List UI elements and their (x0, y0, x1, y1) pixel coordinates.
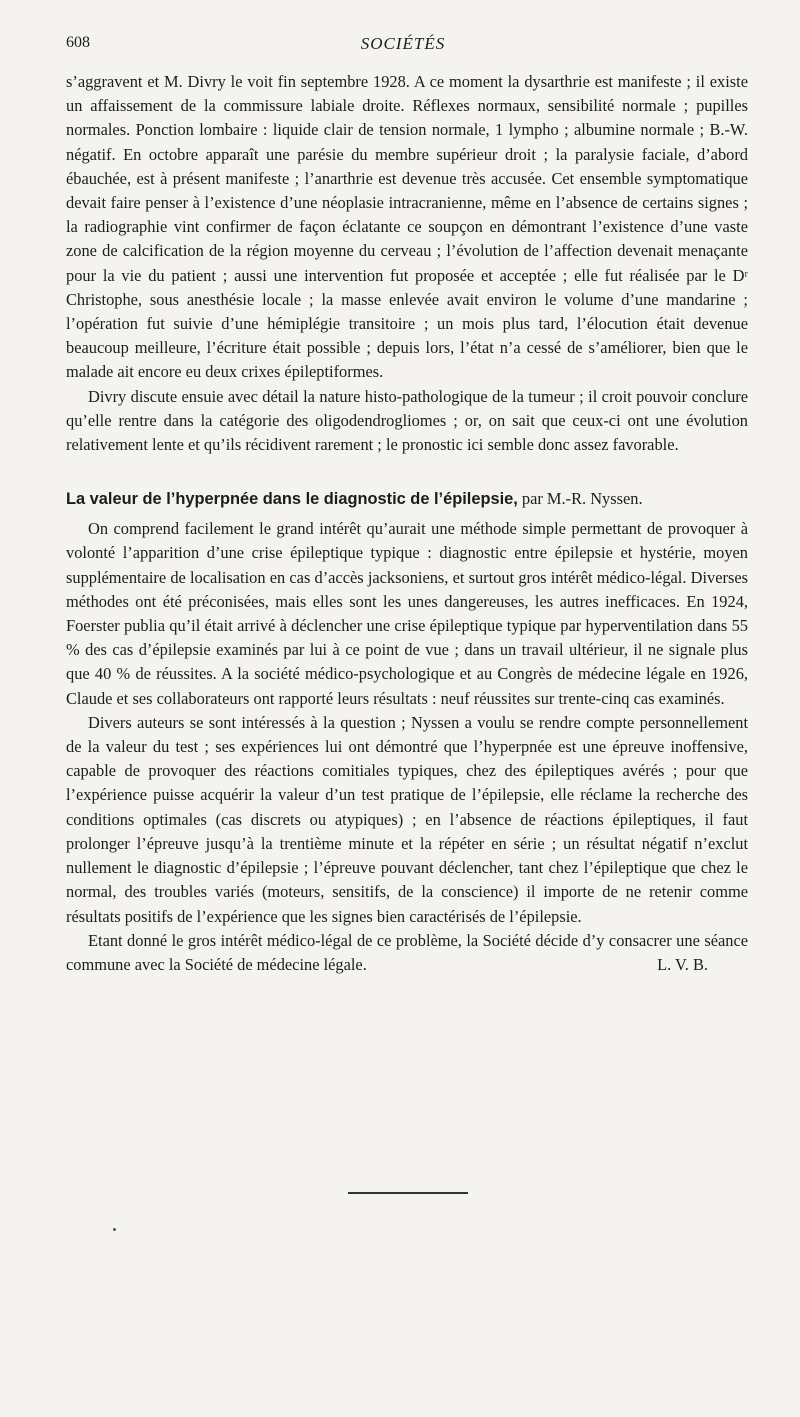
running-head: SOCIÉTÉS (360, 34, 446, 53)
print-speck (113, 1228, 116, 1231)
page-number: 608 (66, 34, 90, 51)
section-byline: par M.-R. Nyssen. (517, 489, 643, 509)
section-title: La valeur de l’hyperpnée dans le diagnostic de l’épilepsie, (66, 490, 518, 509)
section-end-rule (348, 1192, 468, 1194)
section-paragraph-final (66, 929, 748, 977)
paragraph-continued: s’aggravent et M. Divry le voit fin septembre 1928. A ce moment la dysarthrie est manifeste ; il existe un affaissement de la commissure labiale droite. Réflexes normaux, sensibilité normale ; pupilles normales. Ponction lombaire : liquide clair de tension normale, 1 lympho ; albumine normale ; B.-W. négatif. En octobre apparaît une parésie du membre supérieur droit ; la paralysie faciale, d’abord ébauchée, est à présent manifeste ; l’anarthrie est devenue très accusée. Cet ensemble symptomatique devait faire penser à l’existence d’une néoplasie intracranienne, même en l’absence de certains signes ; la radiographie vint confirmer de façon éclatante ce soupçon en démontrant l’existence d’une vaste zone de calcification de la région moyenne du cerveau ; l’évolution de l’affection devenait menaçante pour la vie du patient ; aussi une intervention fut proposée et acceptée ; elle fut réalisée par le Dʳ Christophe, sous anesthésie locale ; la masse enlevée avait environ le volume d’une mandarine ; l’opération fut suivie d’une hémiplégie transitoire ; un mois plus tard, l’élocution était devenue beaucoup meilleure, l’écriture était possible ; depuis lors, l’état n’a cessé de s’améliorer, bien que le malade ait encore eu deux crixes épileptiformes. (66, 72, 748, 382)
section-paragraph: On comprend facilement le grand intérêt qu’aurait une méthode simple permettant de provoquer à volonté l’apparition d’une crise épileptique typique : diagnostic entre épilepsie et hystérie, moyen supplémentaire de localisation en cas d’accès jacksoniens, et surtout gros intérêt médico-légal. Diverses méthodes ont été préconisées, mais elles sont les unes dangereuses, les autres inefficaces. En 1924, Foerster publia qu’il était arrivé à déclencher une crise épileptique typique par hyperventilation dans 55 % des cas d’épilepsie examinés par lui à ce point de vue ; dans un travail ultérieur, il ne signale plus que 40 % de réussites. A la société médico-psychologique et au Congrès de médecine légale en 1926, Claude et ses collaborateurs ont rapporté leurs résultats : neuf réussites sur trente-cinq cas examinés. (66, 519, 748, 708)
section-paragraph: Divers auteurs se sont intéressés à la question ; Nyssen a voulu se rendre compte personnellement de la valeur du test ; ses expériences lui ont démontré que l’hyperpnée est une épreuve inoffensive, capable de provoquer des réactions comitiales typiques, chez des épileptiques avérés ; pour que l’expérience puisse acquérir la valeur d’un test pratique de l’épilepsie, elle réclame la recherche des conditions optimales (cas discrets ou atypiques) ; en l’absence de réactions épileptiques, il faut prolonger l’épreuve jusqu’à la trentième minute et la répéter en série ; un résultat négatif n’exclut nullement le diagnostic d’épilepsie ; l’épreuve pouvant déclencher, tant chez l’épileptique que chez le normal, des troubles variés (moteurs, sensitifs, de la conscience) il importe de ne retenir comme résultats positifs de l’expérience que les signes bien caractérisés de l’épilepsie. (66, 712, 748, 926)
page-body (66, 70, 748, 977)
paragraph-discussion: Divry discute ensuie avec détail la nature histo-pathologique de la tumeur ; il croit pouvoir conclure qu’elle rentre dans la catégorie des oligodendrogliomes ; or, on sait que ceux-ci ont une évolution relativement lente et qu’ils récidivent rarement ; le pronostic ici semble donc assez favorable. (66, 386, 748, 455)
page-header (66, 34, 740, 58)
signature: L. V. B. (657, 954, 708, 974)
section-closing-text: Etant donné le gros intérêt médico-légal de ce problème, la Société décide d’y consacrer une séance commune avec la Société de médecine légale. (66, 930, 748, 974)
section-heading (66, 487, 748, 511)
